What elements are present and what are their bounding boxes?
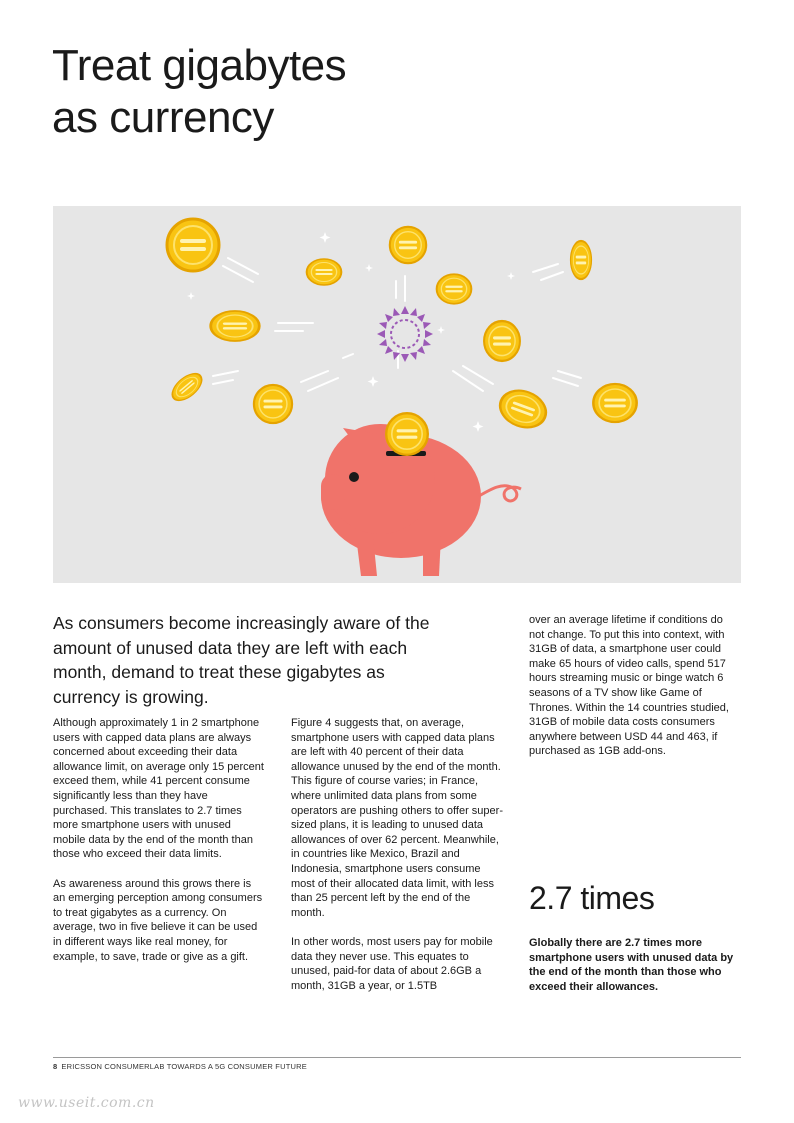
page-number: 8: [53, 1062, 58, 1071]
page-title: [52, 40, 346, 144]
column-2-paragraph-1: Figure 4 suggests that, on average, smartphone users with capped data plans are left with 40 percent of their data allowance unused by the end of the month. This figure of course varies; in France, where unlimited data plans from some operators are pushing others to offer super-sized plans, it is leading to unused data allowances of over 62 percent. Meanwhile, in countries like Mexico, Brazil and Indonesia, smartphone users consume most of their allocated data limit, with less than 25 percent left by the end of the month.: [291, 717, 503, 919]
watermark: www.useit.com.cn: [18, 1095, 155, 1111]
coin-icon: [254, 385, 292, 423]
coin-icon: [307, 259, 342, 285]
callout-stat: 2.7 times: [529, 880, 655, 916]
column-1-paragraph-1: Although approximately 1 in 2 smartphone users with capped data plans are always concerned about exceeding their data allowance limit, on average only 15 percent exceed them, while 41 percent consume significantly less than they have purchased. This translates to 2.7 times more smartphone users with unused mobile data by the end of the month than those who exceed their data limits.: [53, 717, 264, 861]
footer-text: ERICSSON CONSUMERLAB TOWARDS A 5G CONSUMER FUTURE: [61, 1062, 307, 1071]
coin-icon: [484, 321, 520, 361]
page-footer: [53, 1062, 307, 1071]
coin-icon: [211, 311, 260, 341]
coin-icon: [167, 219, 219, 271]
title-line-2: as currency: [52, 93, 274, 142]
body-column-2: [291, 716, 503, 1008]
coin-icon: [437, 274, 472, 303]
body-column-3: [529, 613, 741, 774]
coin-icon: [593, 384, 636, 422]
column-1-paragraph-2: As awareness around this grows there is an emerging perception among consumers to treat gigabytes as a currency. On average, two in five believe it can be used in different ways like real money, for example, to save, trade or give as a gift.: [53, 877, 263, 963]
callout-text: Globally there are 2.7 times more smartphone users with unused data by the end of the month than those who exceed their allowances.: [529, 937, 734, 993]
coin-icon: [386, 413, 428, 455]
coin-icon: [571, 241, 592, 279]
coin-icon: [390, 227, 426, 263]
column-3-paragraph-1: over an average lifetime if conditions do not change. To put this into context, with 31GB of data, a smartphone user could make 65 hours of video calls, spend 517 hours streaming music or binge watch 6 seasons of a TV show like Game of Thrones. Within the 14 countries studied, 31GB of mobile data costs consumers anywhere between USD 44 and 463, if purchased as 1GB add-ons.: [529, 614, 729, 758]
footer-divider: [53, 1057, 741, 1058]
body-column-1: [53, 716, 265, 979]
column-2-paragraph-2: In other words, most users pay for mobile data they never use. This equates to unused, paid-for data of about 2.6GB a month, 31GB a year, or 1.5TB: [291, 935, 493, 992]
title-line-1: Treat gigabytes: [52, 41, 347, 90]
intro-paragraph: As consumers become increasingly aware of the amount of unused data they are left with each month, demand to treat these gigabytes as currency is growing.: [53, 613, 430, 707]
hero-illustration: [53, 206, 741, 583]
